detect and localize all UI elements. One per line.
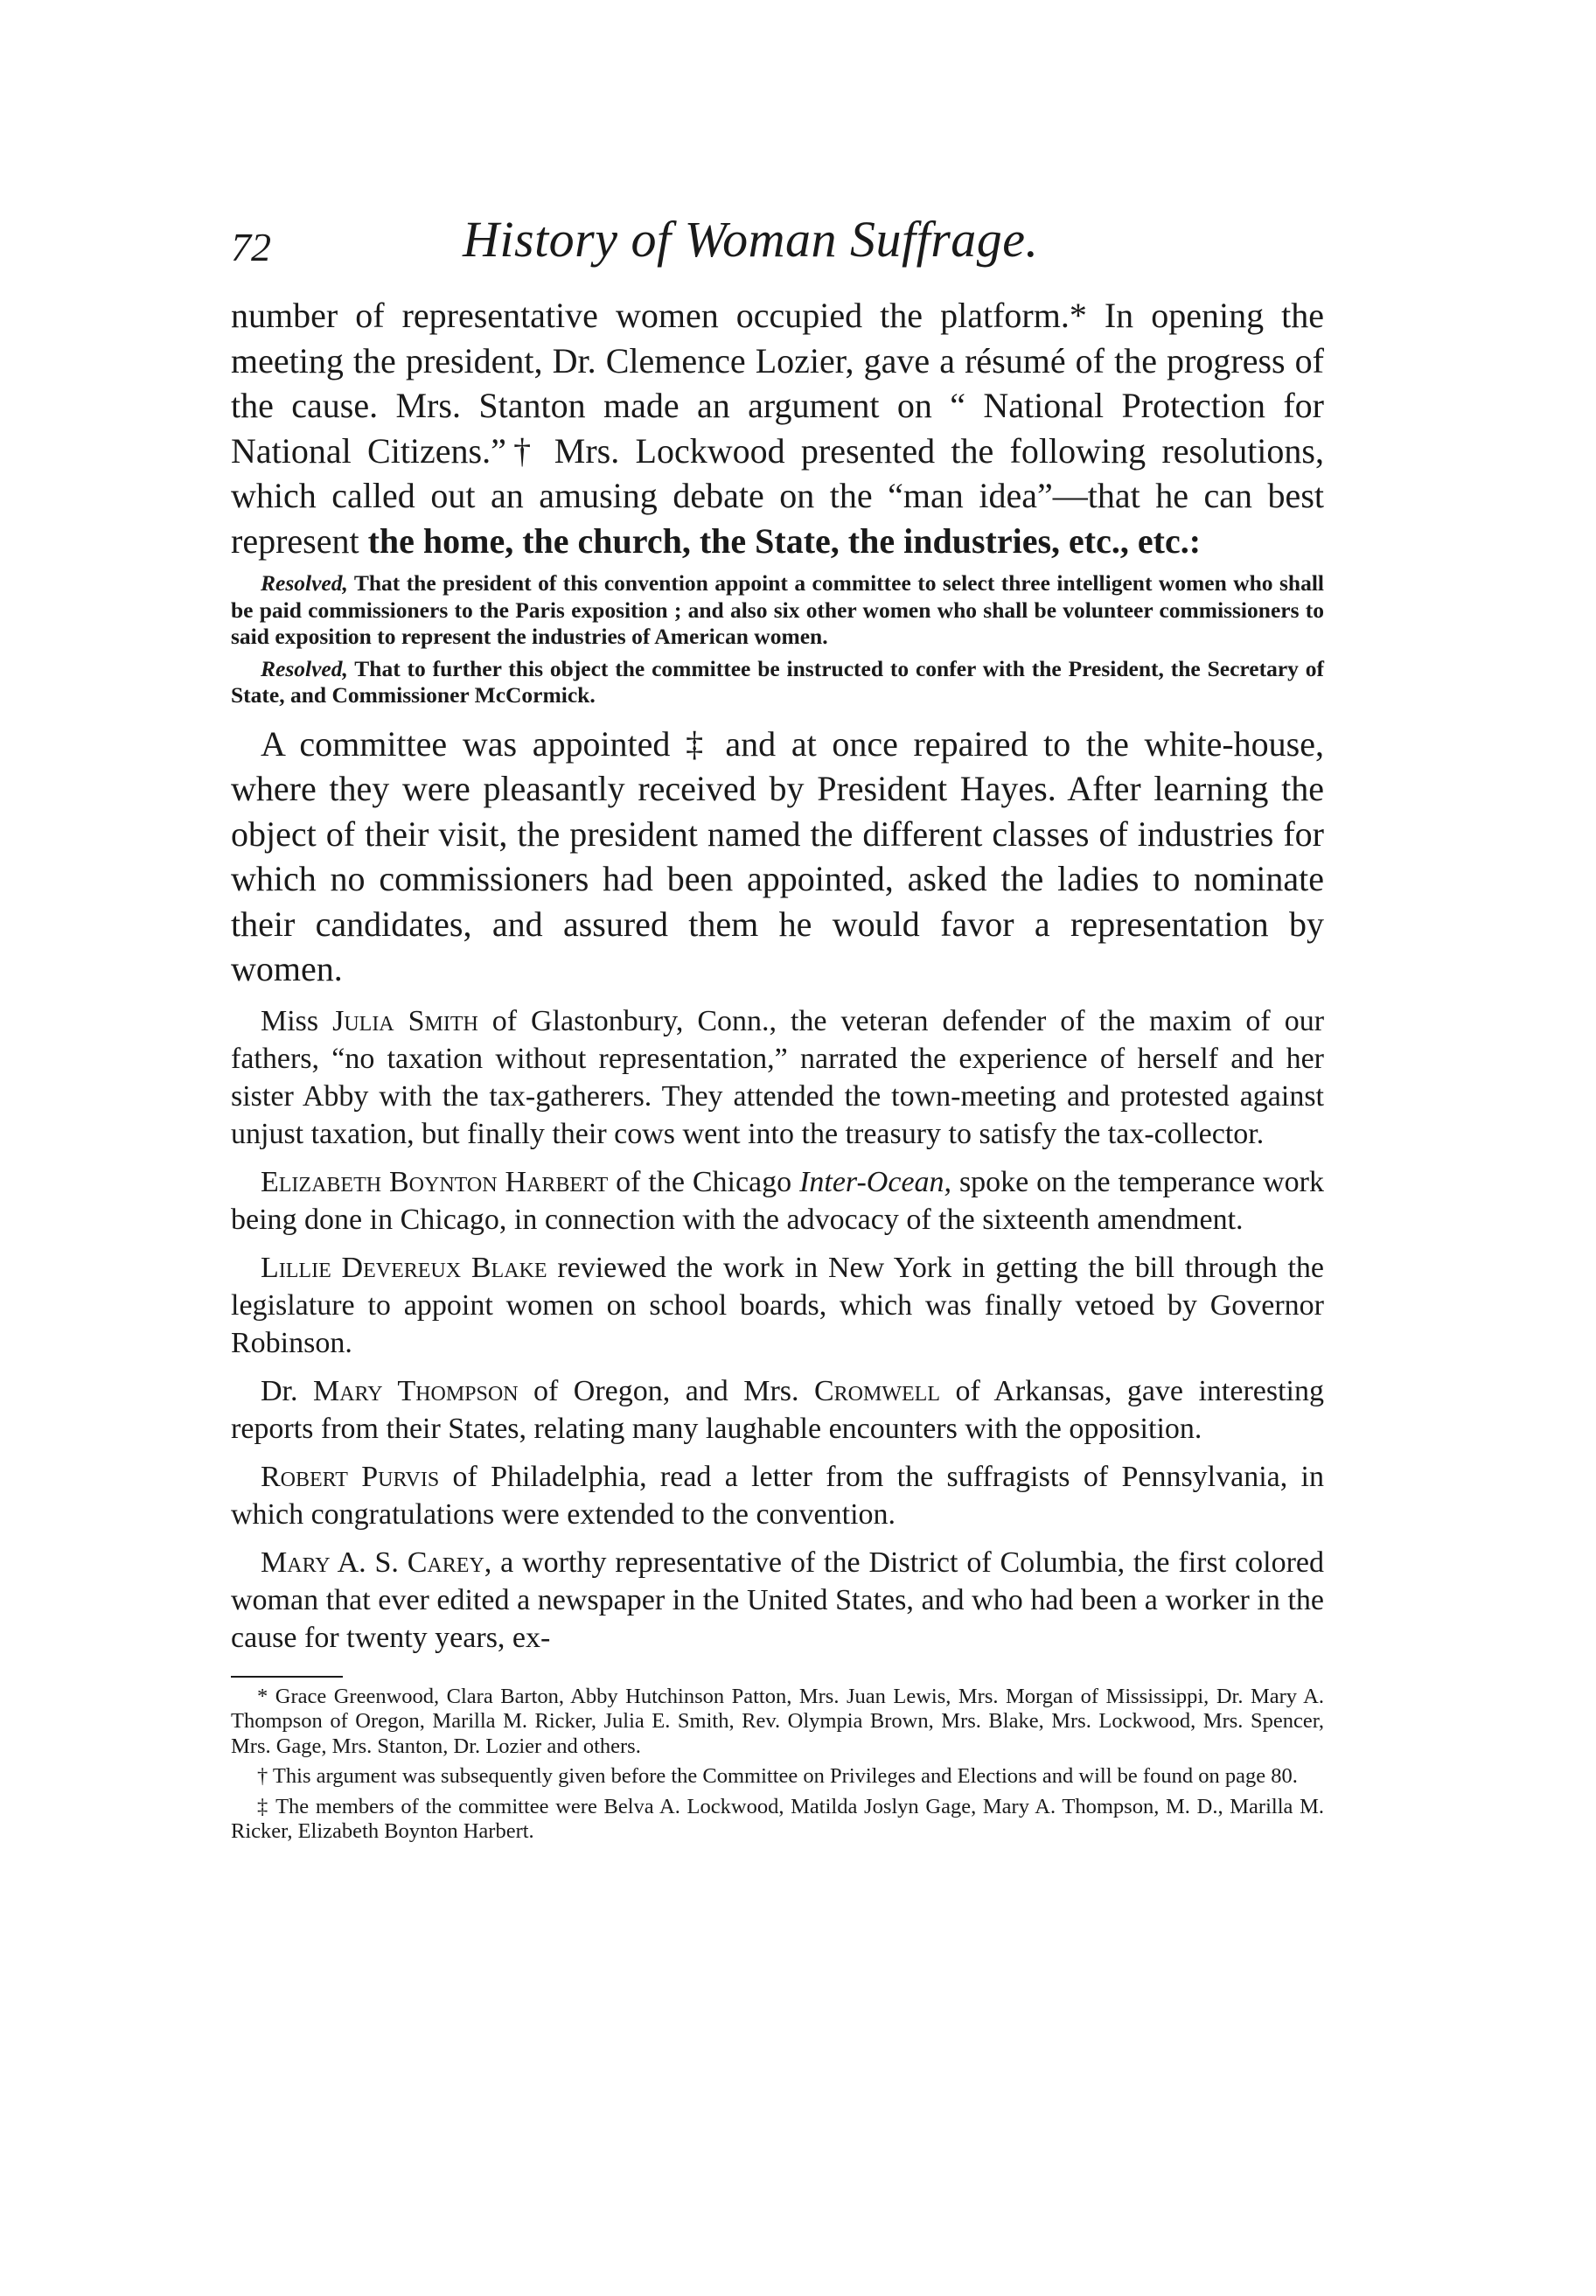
person-name-carey: Mary A. S. Carey, — [261, 1546, 492, 1579]
paragraph-opening-bold-text: the home, the church, the State, the industries, etc., etc.: — [367, 520, 1202, 561]
person-name-thompson: Mary Thompson — [312, 1374, 519, 1407]
paragraph-harbert-text-a: of the Chicago — [608, 1165, 800, 1198]
paragraph-julia-smith-text: of Glastonbury, Conn., the veteran defender of the maxim of our fathers, “no taxation without representation,” narrated the experience of herself and her sister Abby with the tax-gatherers. They attended the town-meeting and protested against unjust taxation, but finally their cows went into the treasury to satisfy the tax-collector. — [231, 1004, 1325, 1150]
footnote-divider — [231, 1676, 343, 1678]
paragraph-opening — [231, 293, 1324, 563]
resolution-1 — [231, 570, 1324, 651]
person-name-julia-smith: Julia Smith — [332, 1004, 478, 1037]
footnote-3: ‡ The members of the committee were Belva A. Lockwood, Matilda Joslyn Gage, Mary A. Thompson, M. D., Marilla M. Ricker, Elizabeth Boynton Harbert. — [231, 1794, 1324, 1843]
paragraph-thompson-cromwell — [231, 1372, 1324, 1448]
paragraph-committee: A committee was appointed ‡ and at once repaired to the white-house, where they were pleasantly received by President Hayes. After learning the object of their visit, the president named the different classes of industries for which no commissioners had been appointed, asked the ladies to nominate their candidates, and assured them he would favor a representation by women. — [231, 723, 1324, 988]
paragraph-carey — [231, 1544, 1324, 1657]
paragraph-thompson-mid: of Oregon, and Mrs. — [518, 1374, 814, 1407]
resolution-1-text: That the president of this convention appoint a committee to select three intelligent women who shall be paid commissioners to the Paris exposition ; and also six other women who shall be volunteer commissioners to said exposition to represent the industries of American women. — [231, 570, 1324, 649]
paragraph-julia-smith-prefix: Miss — [261, 1004, 333, 1037]
newspaper-title: Inter-Ocean, — [799, 1165, 952, 1198]
person-name-purvis: Robert Purvis — [261, 1460, 440, 1493]
running-title: History of Woman Suffrage. — [463, 211, 1039, 268]
paragraph-purvis — [231, 1458, 1324, 1533]
resolution-2-text: That to further this object the committee be instructed to confer with the President, the Secretary of State, and Commissioner McCormick. — [231, 655, 1324, 708]
person-name-blake: Lillie Devereux Blake — [261, 1251, 547, 1284]
paragraph-harbert-text-b: spoke on the temperance work being done in Chicago, in connection with the advocacy of the sixteenth amendment. — [231, 1165, 1324, 1236]
paragraph-purvis-text: of Philadelphia, read a letter from the suffragists of Pennsylvania, in which congratulations were extended to the convention. — [231, 1460, 1325, 1531]
person-name-harbert: Elizabeth Boynton Harbert — [261, 1165, 609, 1198]
resolution-2-label: Resolved, — [261, 655, 348, 681]
page-header — [231, 210, 1324, 280]
paragraph-cromwell-text: of Arkansas, gave interesting reports from their States, relating many laughable encounters with the opposition. — [231, 1374, 1325, 1445]
paragraph-opening-text: number of representative women occupied the platform.* In opening the meeting the president, Dr. Clemence Lozier, gave a résumé of the progress of the cause. Mrs. Stanton made an argument on “ National Protection for National Citizens.”† Mrs. Lockwood presented the following resolutions, which called out an amusing debate on the “man idea”—that he can best represent — [231, 296, 1324, 561]
resolution-2 — [231, 656, 1324, 709]
page-number: 72 — [231, 225, 271, 269]
person-name-cromwell: Cromwell — [814, 1374, 940, 1407]
page-body — [231, 293, 1324, 1850]
paragraph-thompson-prefix: Dr. — [261, 1374, 313, 1407]
paragraph-harbert — [231, 1163, 1324, 1239]
footnote-1: * Grace Greenwood, Clara Barton, Abby Hutchinson Patton, Mrs. Juan Lewis, Mrs. Morgan of Mississippi, Dr. Mary A. Thompson of Oregon, Marilla M. Ricker, Julia E. Smith, Rev. Olympia Brown, Mrs. Blake, Mrs. Lockwood, Mrs. Spencer, Mrs. Gage, Mrs. Stanton, Dr. Lozier and others. — [231, 1684, 1324, 1758]
footnote-2: † This argument was subsequently given before the Committee on Privileges and Elections and will be found on page 80. — [257, 1764, 1298, 1788]
paragraph-blake-text: reviewed the work in New York in getting the bill through the legislature to appoint women on school boards, which was finally vetoed by Governor Robinson. — [231, 1251, 1325, 1359]
paragraph-julia-smith — [231, 1002, 1324, 1153]
paragraph-blake — [231, 1249, 1324, 1362]
paragraph-carey-text: a worthy representative of the District of Columbia, the first colored woman that ever edited a newspaper in the United States, and who had been a worker in the cause for twenty years, ex- — [231, 1546, 1324, 1654]
resolution-1-label: Resolved, — [261, 570, 348, 596]
